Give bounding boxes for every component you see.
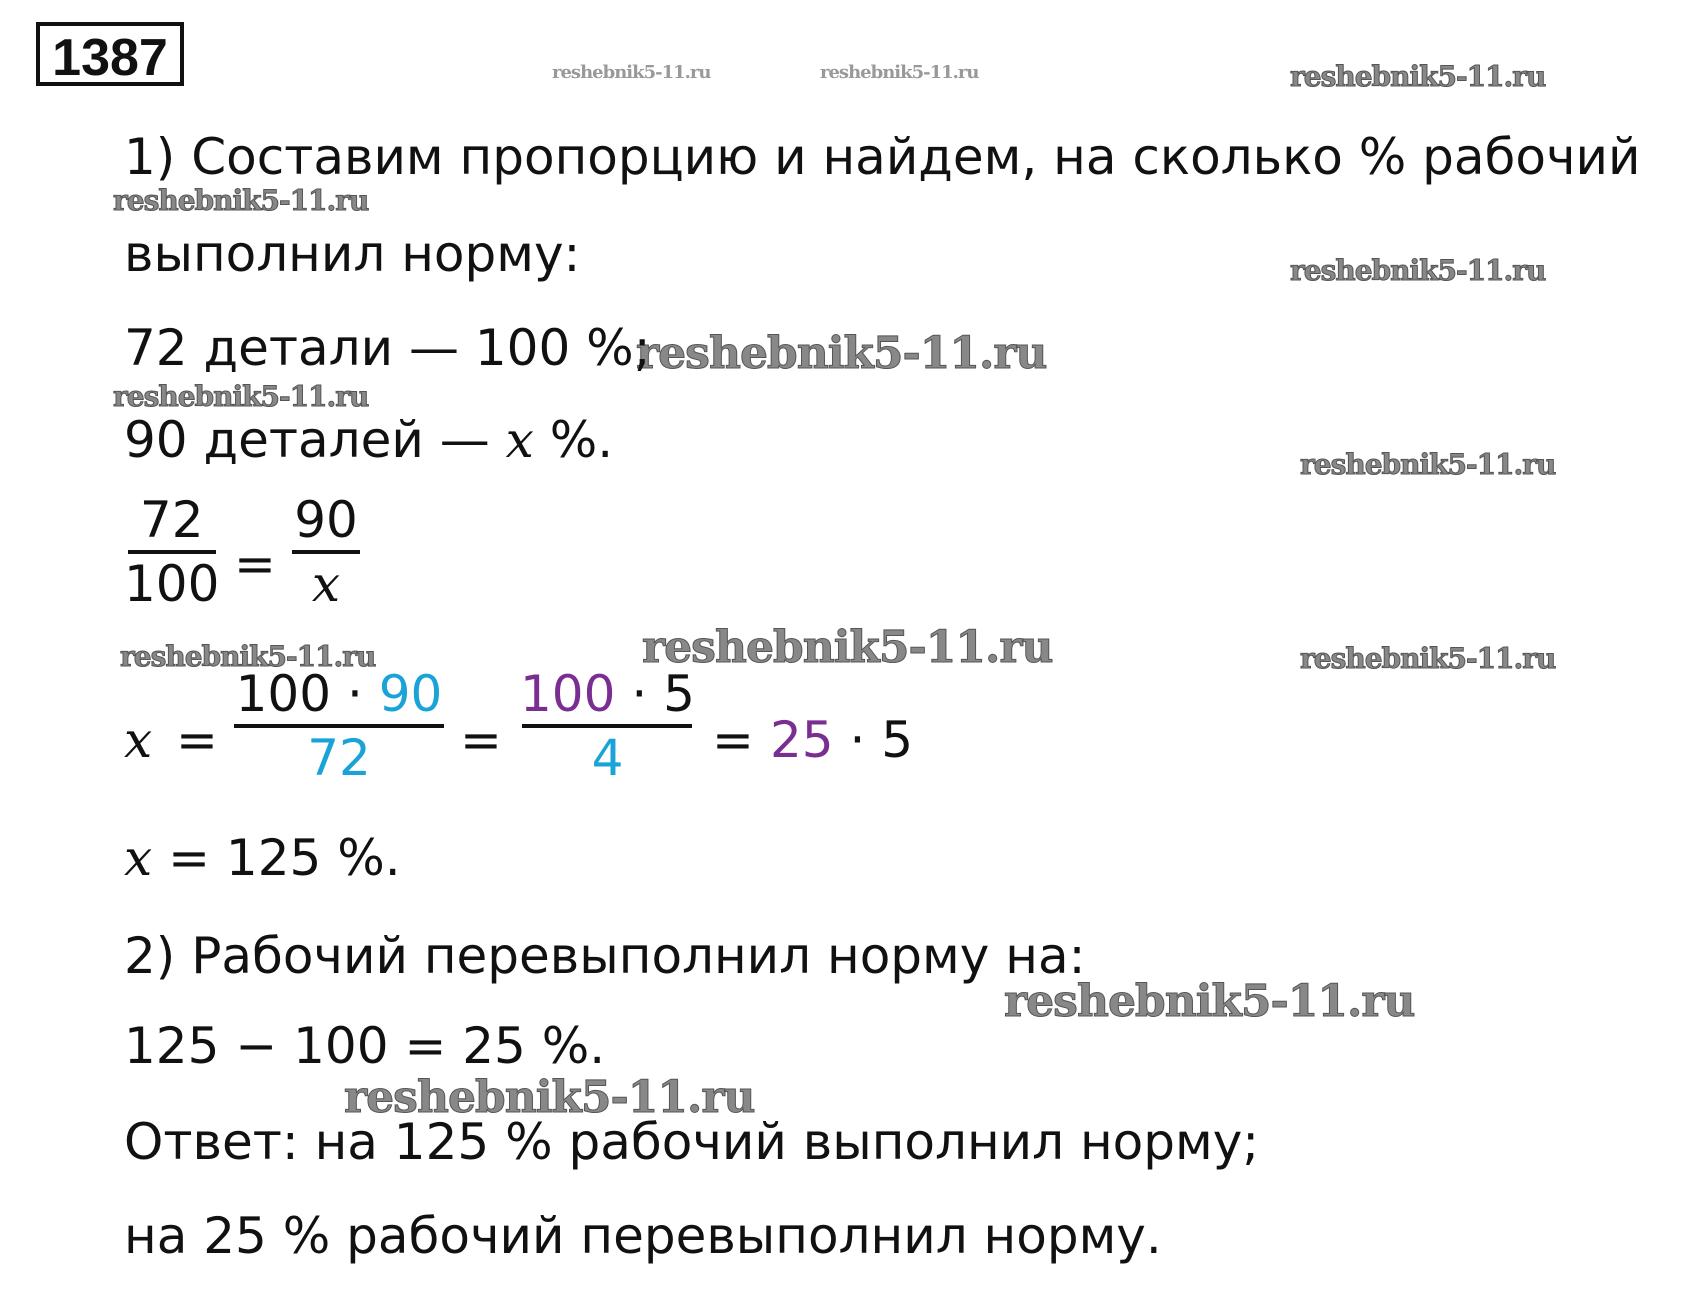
result-line xyxy=(124,828,401,888)
watermark: reshebnik5-11.ru xyxy=(113,184,369,217)
watermark: reshebnik5-11.ru xyxy=(1300,642,1556,675)
numerator-part: · 5 xyxy=(615,665,695,723)
fraction-denominator: x xyxy=(311,555,341,613)
proportion-line1: 72 детали — 100 %; xyxy=(124,319,651,377)
numerator-part: 100 · xyxy=(235,665,379,723)
answer-line2: на 25 % рабочий перевыполнил норму. xyxy=(124,1207,1162,1265)
watermark: reshebnik5-11.ru xyxy=(1300,448,1556,481)
fraction-numerator: 72 xyxy=(139,491,204,549)
result-part-highlight: 25 xyxy=(770,711,834,769)
step1-line1: 1) Составим пропорцию и найдем, на сколько % рабочий xyxy=(124,128,1641,186)
watermark: reshebnik5-11.ru xyxy=(113,380,369,413)
fraction-100x5-over-4 xyxy=(520,664,695,788)
equals-sign: = xyxy=(712,711,754,769)
calc2-line: 125 − 100 = 25 %. xyxy=(124,1017,606,1075)
proportion-line2-text: 90 деталей — xyxy=(124,411,506,469)
variable-x: x xyxy=(505,411,534,469)
proportion-line2-unit: %. xyxy=(533,411,614,469)
numerator-part-highlight: 100 xyxy=(520,665,616,723)
solve-result xyxy=(770,710,913,770)
fraction-numerator xyxy=(520,664,695,724)
step2-line: 2) Рабочий перевыполнил норму на: xyxy=(124,927,1086,985)
watermark: reshebnik5-11.ru xyxy=(1290,60,1546,93)
variable-x: x xyxy=(124,711,153,769)
fraction-numerator: 90 xyxy=(294,491,358,549)
result-line-text: = 125 %. xyxy=(152,829,401,887)
fraction-denominator: 4 xyxy=(591,729,624,787)
fraction-100x90-over-72 xyxy=(234,664,444,788)
fraction-denominator: 72 xyxy=(307,729,371,787)
equals-sign: = xyxy=(176,711,218,769)
numerator-part-highlight: 90 xyxy=(378,665,443,723)
watermark: reshebnik5-11.ru xyxy=(1004,976,1415,1027)
watermark: reshebnik5-11.ru xyxy=(552,62,711,83)
fraction-numerator xyxy=(236,664,443,724)
watermark: reshebnik5-11.ru xyxy=(344,1072,755,1123)
problem-number: 1387 xyxy=(36,22,184,86)
watermark: reshebnik5-11.ru xyxy=(1290,254,1546,287)
equals-sign: = xyxy=(460,711,502,769)
watermark: reshebnik5-11.ru xyxy=(820,62,979,83)
fraction-denominator: 100 xyxy=(124,555,220,613)
variable-x: x xyxy=(124,829,153,887)
equals-sign: = xyxy=(234,535,276,593)
fraction-72-100 xyxy=(124,490,219,614)
watermark: reshebnik5-11.ru xyxy=(636,328,1047,379)
watermark: reshebnik5-11.ru xyxy=(120,640,376,673)
answer-line1: Ответ: на 125 % рабочий выполнил норму; xyxy=(124,1113,1260,1171)
proportion-line2 xyxy=(124,410,613,470)
step1-line2: выполнил норму: xyxy=(124,225,581,283)
watermark: reshebnik5-11.ru xyxy=(642,622,1053,673)
result-part: · 5 xyxy=(833,711,914,769)
fraction-90-x xyxy=(292,490,360,614)
